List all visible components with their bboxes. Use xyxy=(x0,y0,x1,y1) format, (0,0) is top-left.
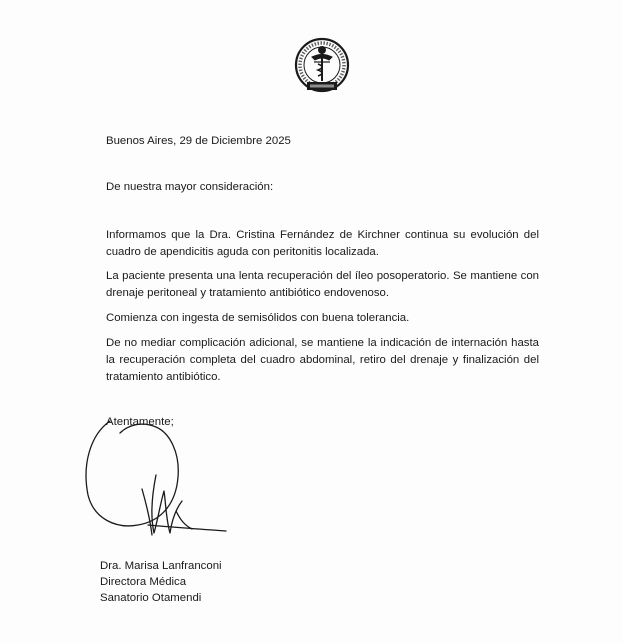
letter-greeting: De nuestra mayor consideración: xyxy=(106,181,274,193)
letter-paragraph: Informamos que la Dra. Cristina Fernández de Kirchner continua su evolución del cuadro de apendicitis aguda con peritonitis localizada. xyxy=(106,229,539,258)
sanatorio-seal-logo xyxy=(291,35,353,99)
letter-paragraph: Comienza con ingesta de semisólidos con buena tolerancia. xyxy=(106,312,410,324)
letter-paragraph: La paciente presenta una lenta recuperación del íleo posoperatorio. Se mantiene con drenaje peritoneal y tratamiento antibiótico endovenoso. xyxy=(106,270,539,299)
signer-name: Dra. Marisa Lanfranconi xyxy=(100,560,222,572)
signer-title: Directora Médica xyxy=(100,576,187,588)
signer-institution: Sanatorio Otamendi xyxy=(100,592,202,604)
letter-closing: Atentamente; xyxy=(106,416,174,428)
signer-block xyxy=(100,558,222,606)
letter-date: Buenos Aires, 29 de Diciembre 2025 xyxy=(106,135,291,147)
handwritten-signature xyxy=(80,415,230,545)
letter-paragraph: De no mediar complicación adicional, se mantiene la indicación de internación hasta la recuperación completa del cuadro abdominal, retiro del drenaje y finalización del tratamiento antibiótico. xyxy=(106,337,539,383)
